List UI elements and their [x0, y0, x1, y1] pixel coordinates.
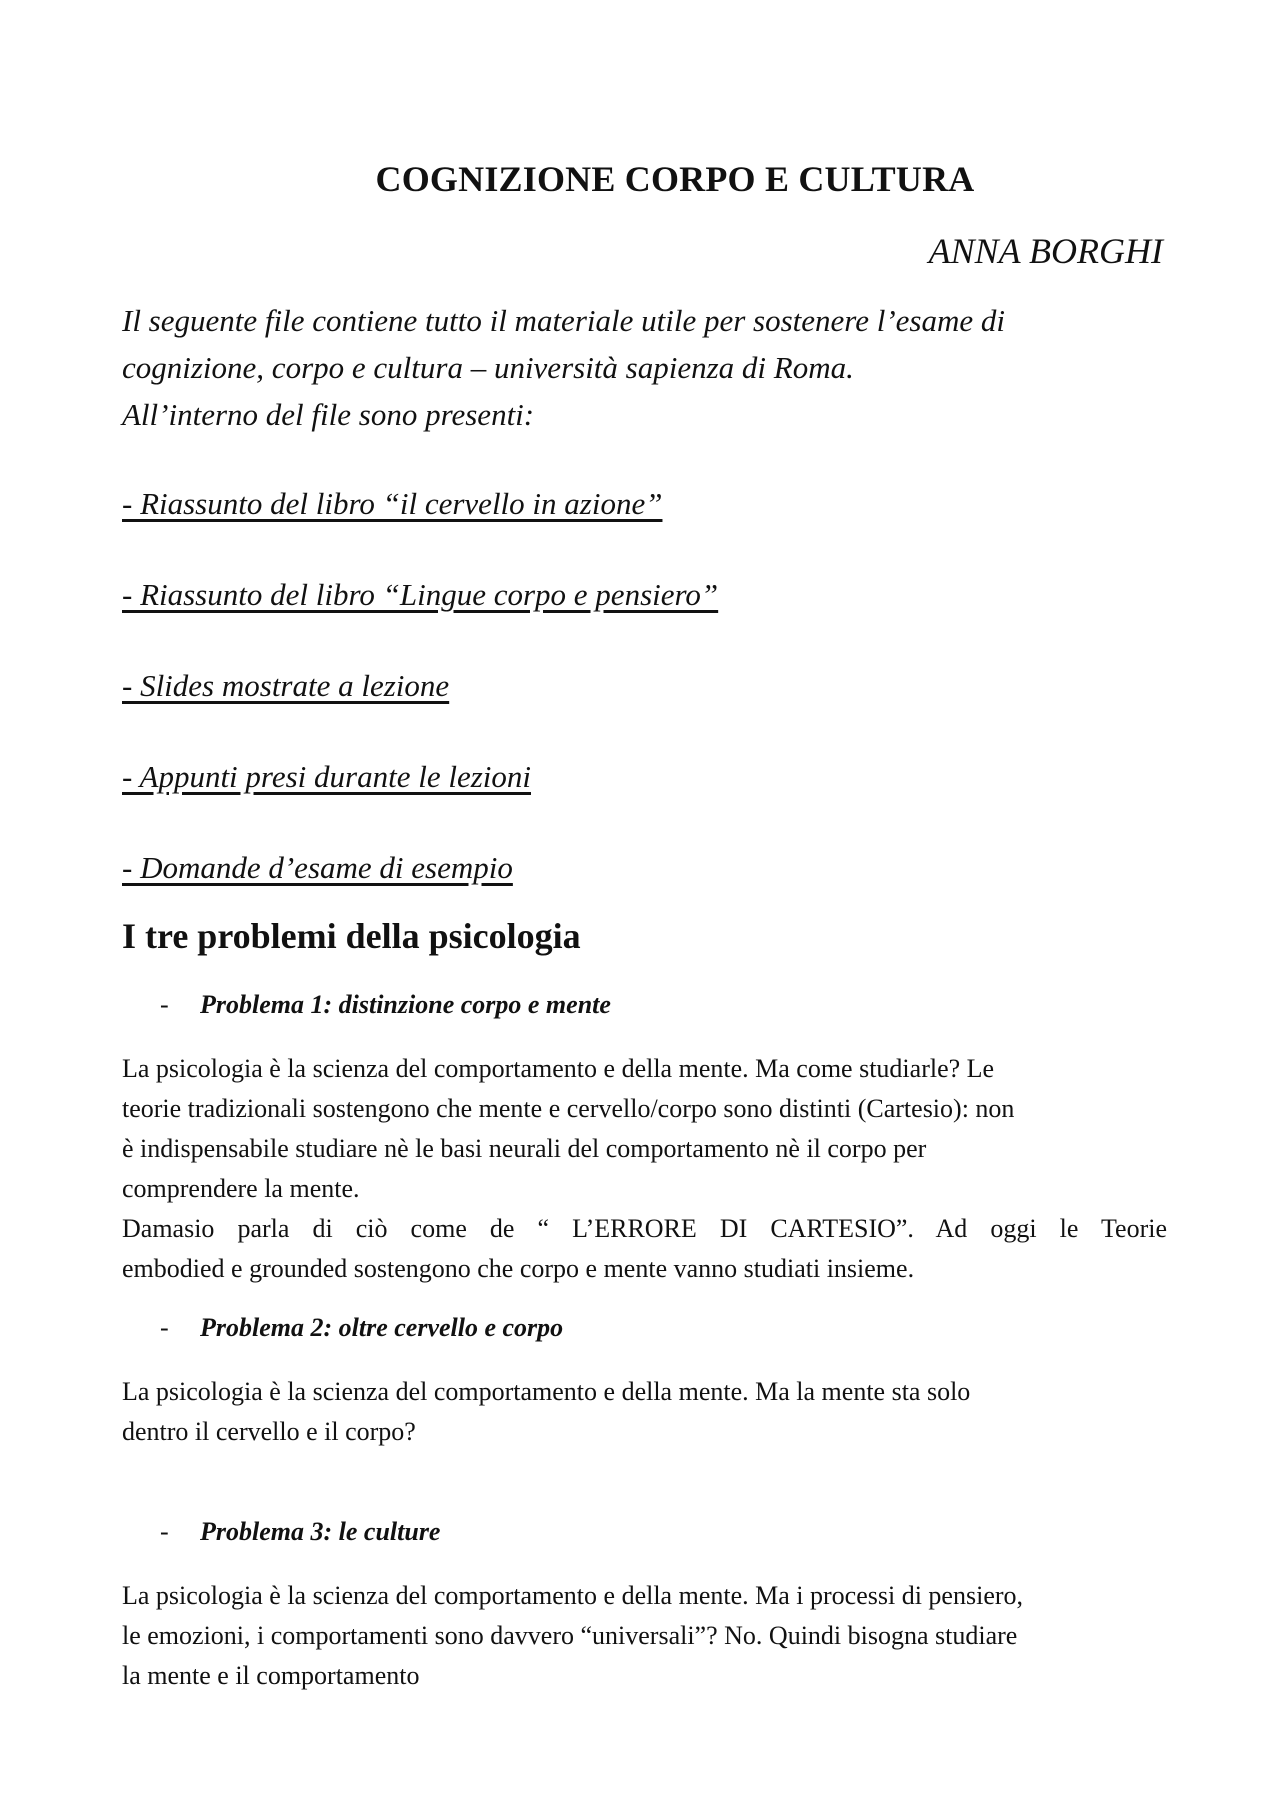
intro-paragraph [122, 297, 1182, 438]
problem-paragraph-3 [122, 1576, 1167, 1696]
section-title: I tre problemi della psicologia [122, 916, 581, 956]
paragraph-line: è indispensabile studiare nè le basi neurali del comportamento nè il corpo per [122, 1134, 927, 1163]
paragraph-line: la mente e il comportamento [122, 1661, 420, 1690]
contents-item: - Riassunto del libro “Lingue corpo e pensiero” [122, 577, 719, 612]
problem-heading-text: Problema 3: le culture [200, 1517, 441, 1546]
bullet-dash: - [160, 1517, 169, 1546]
intro-line: Il seguente file contiene tutto il materiale utile per sostenere l’esame di [122, 303, 1005, 338]
document-title: COGNIZIONE CORPO E CULTURA [375, 159, 975, 199]
bullet-dash: - [160, 990, 169, 1019]
paragraph-line: comprendere la mente. [122, 1174, 360, 1203]
problem-paragraph-1 [122, 1049, 1167, 1289]
problem-heading-text: Problema 1: distinzione corpo e mente [200, 990, 611, 1019]
problem-paragraph-2 [122, 1372, 1167, 1452]
paragraph-line: Damasio parla di ciò come de “ L’ERRORE DI CARTESIO”. Ad oggi le Teorie [122, 1214, 1167, 1243]
paragraph-line: dentro il cervello e il corpo? [122, 1417, 416, 1446]
paragraph-line: embodied e grounded sostengono che corpo e mente vanno studiati insieme. [122, 1254, 915, 1283]
contents-item: - Appunti presi durante le lezioni [122, 759, 531, 794]
intro-line: All’interno del file sono presenti: [122, 397, 535, 432]
problem-heading-1 [160, 990, 611, 1020]
contents-item: - Slides mostrate a lezione [122, 668, 450, 703]
problem-heading-text: Problema 2: oltre cervello e corpo [200, 1313, 564, 1342]
contents-item: - Domande d’esame di esempio [122, 850, 513, 885]
paragraph-line: teorie tradizionali sostengono che mente e cervello/corpo sono distinti (Cartesio): non [122, 1094, 1015, 1123]
problem-heading-2 [160, 1313, 563, 1343]
bullet-dash: - [160, 1313, 169, 1342]
intro-line: cognizione, corpo e cultura – università sapienza di Roma. [122, 350, 854, 385]
problem-heading-3 [160, 1517, 440, 1547]
paragraph-line: La psicologia è la scienza del comportamento e della mente. Ma i processi di pensiero, [122, 1581, 1024, 1610]
document-author: ANNA BORGHI [928, 231, 1163, 271]
paragraph-line: La psicologia è la scienza del comportamento e della mente. Ma come studiarle? Le [122, 1054, 995, 1083]
contents-list [122, 484, 1182, 939]
paragraph-line: La psicologia è la scienza del comportamento e della mente. Ma la mente sta solo [122, 1377, 971, 1406]
contents-item: - Riassunto del libro “il cervello in azione” [122, 486, 663, 521]
paragraph-line: le emozioni, i comportamenti sono davvero “universali”? No. Quindi bisogna studiare [122, 1621, 1018, 1650]
